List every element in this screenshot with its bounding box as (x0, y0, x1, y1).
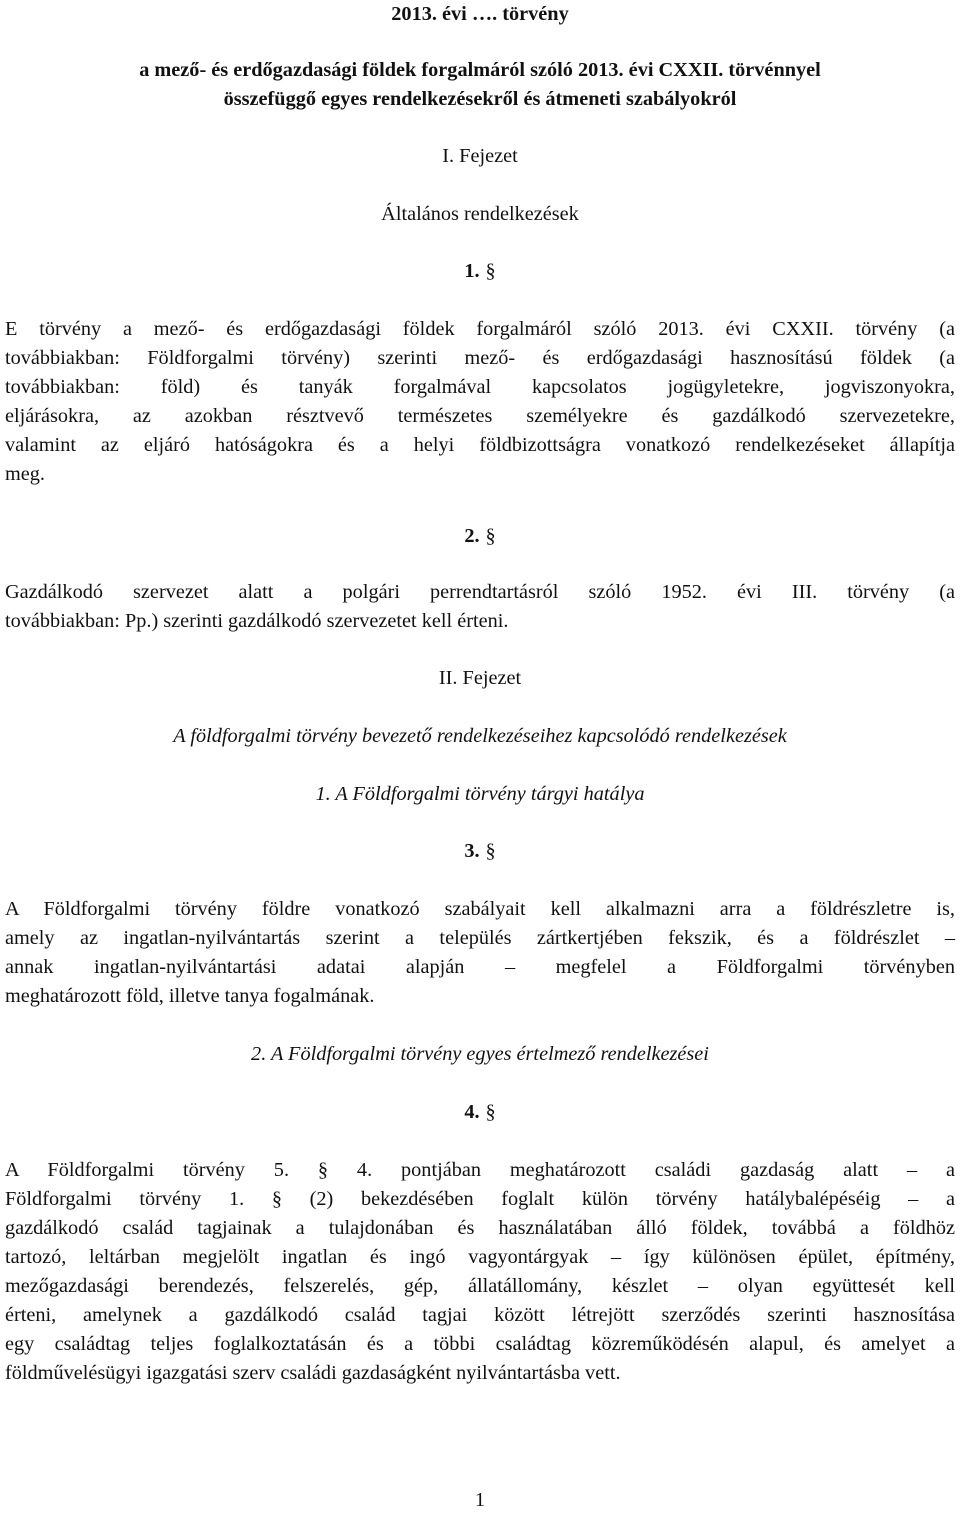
section-symbol: § (485, 1101, 496, 1123)
subtitle-1: 1. A Földforgalmi törvény tárgyi hatálya (315, 783, 645, 805)
section-4-line: tartozó, leltárban megjelölt ingatlan és ingó vagyontárgyak – így különösen épület, építmény, (5, 1246, 955, 1268)
section-1-line: továbbiakban: föld) és tanyák forgalmával kapcsolatos jogügyletekre, jogviszonyokra, (5, 376, 955, 398)
section-1-number: 1. (464, 260, 480, 282)
law-subtitle-line-2: összefüggő egyes rendelkezésekről és átmeneti szabályokról (223, 88, 737, 110)
chapter-2-title: A földforgalmi törvény bevezető rendelkezéseihez kapcsolódó rendelkezések (173, 725, 787, 747)
section-3-line: meghatározott föld, illetve tanya fogalmának. (5, 985, 375, 1007)
section-2-line: Gazdálkodó szervezet alatt a polgári perrendtartásról szóló 1952. évi III. törvény (a (5, 581, 955, 603)
page-number: 1 (474, 1489, 486, 1511)
section-2-heading (0, 522, 960, 551)
chapter-1-title: Általános rendelkezések (381, 203, 579, 225)
chapter-1-label: I. Fejezet (442, 145, 518, 167)
section-2-text (5, 578, 955, 636)
section-symbol: § (485, 260, 496, 282)
section-1-text (5, 315, 955, 489)
section-1-line: továbbiakban: Földforgalmi törvény) szerinti mező- és erdőgazdasági hasznosítású földek (a (5, 347, 955, 369)
section-4-line: egy családtag teljes foglalkoztatásán és a többi családtag közreműködésén alapul, és amelyet a (5, 1333, 955, 1355)
section-3-heading (0, 837, 960, 866)
section-4-line: A Földforgalmi törvény 5. § 4. pontjában meghatározott családi gazdaság alatt – a (5, 1159, 955, 1181)
section-4-number: 4. (464, 1101, 480, 1123)
section-3-number: 3. (464, 840, 480, 862)
section-1-line: valamint az eljáró hatóságokra és a helyi földbizottságra vonatkozó rendelkezéseket állapítja (5, 434, 955, 456)
section-3-line: A Földforgalmi törvény földre vonatkozó szabályait kell alkalmazni arra a földrészletre is, (5, 898, 955, 920)
section-3-line: amely az ingatlan-nyilvántartás szerint a település zártkertjében fekszik, és a földrészlet – (5, 927, 955, 949)
chapter-2-label: II. Fejezet (438, 667, 522, 689)
section-4-line: földművelésügyi igazgatási szerv családi gazdaságként nyilvántartásba vett. (5, 1362, 621, 1384)
section-1-line: eljárásokra, az azokban résztvevő természetes személyekre és gazdálkodó szervezetekre, (5, 405, 955, 427)
law-subtitle-line-1: a mező- és erdőgazdasági földek forgalmáról szóló 2013. évi CXXII. törvénnyel (139, 59, 821, 81)
section-4-line: gazdálkodó család tagjainak a tulajdonában és használatában álló földek, továbbá a földhöz (5, 1217, 955, 1239)
law-title: 2013. évi …. törvény (391, 3, 569, 25)
section-4-line: érteni, amelynek a gazdálkodó család tagjai között létrejött szerződés szerinti hasznosítása (5, 1304, 955, 1326)
section-3-line: annak ingatlan-nyilvántartási adatai alapján – megfelel a Földforgalmi törvényben (5, 956, 955, 978)
section-4-heading (0, 1098, 960, 1127)
section-4-line: Földforgalmi törvény 1. § (2) bekezdésében foglalt külön törvény hatálybalépéséig – a (5, 1188, 955, 1210)
section-4-line: mezőgazdasági berendezés, felszerelés, gép, állatállomány, készlet – olyan együttesét kell (5, 1275, 955, 1297)
section-2-number: 2. (464, 525, 480, 547)
section-2-line: továbbiakban: Pp.) szerinti gazdálkodó szervezetet kell érteni. (5, 610, 509, 632)
section-4-text (5, 1156, 955, 1388)
section-3-text (5, 895, 955, 1011)
section-symbol: § (485, 840, 496, 862)
section-1-line: E törvény a mező- és erdőgazdasági földek forgalmáról szóló 2013. évi CXXII. törvény (a (5, 318, 955, 340)
section-symbol: § (485, 525, 496, 547)
subtitle-2: 2. A Földforgalmi törvény egyes értelmező rendelkezései (251, 1043, 709, 1065)
section-1-line: meg. (5, 463, 45, 485)
section-1-heading (0, 257, 960, 286)
